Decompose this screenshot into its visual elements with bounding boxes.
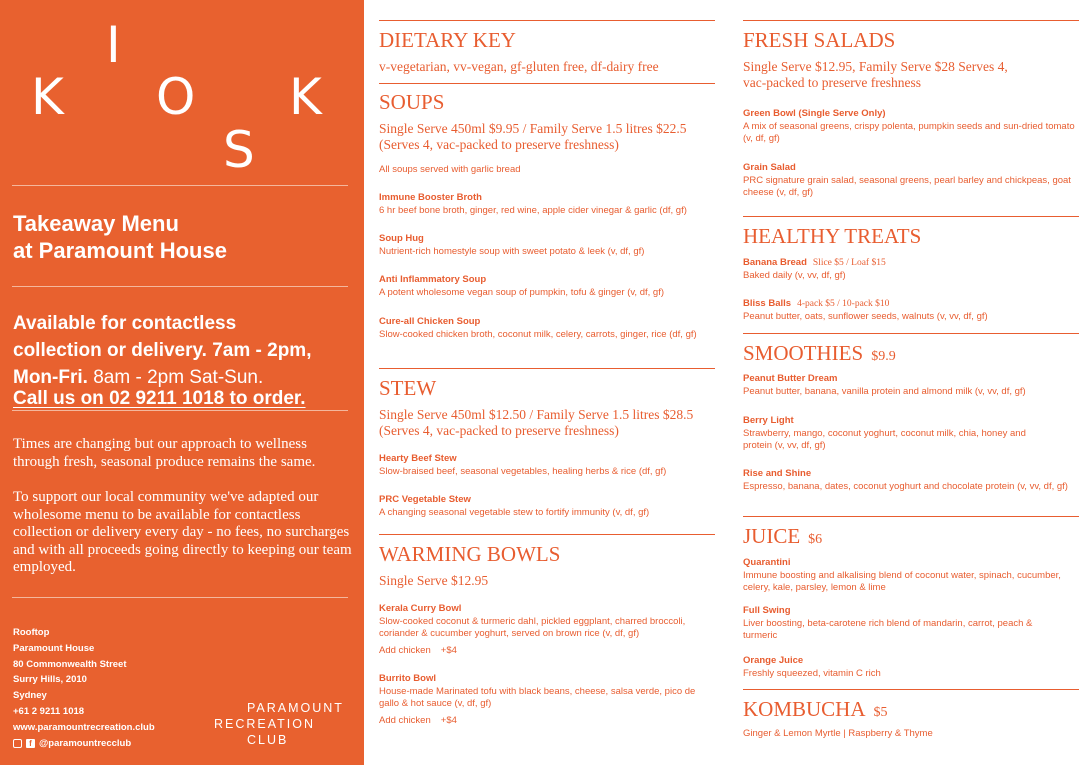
menu-item bbox=[743, 162, 1079, 200]
item-desc: Liver boosting, beta-carotene rich blend of mandarin, carrot, peach & turmeric bbox=[743, 617, 1033, 642]
menu-item bbox=[743, 373, 1079, 398]
menu-item bbox=[743, 468, 1079, 493]
item-desc: 6 hr beef bone broth, ginger, red wine, apple cider vinegar & garlic (df, gf) bbox=[379, 204, 687, 216]
healthy-treats-heading: HEALTHY TREATS bbox=[743, 224, 922, 248]
divider bbox=[12, 410, 348, 411]
item-desc: Baked daily (v, vv, df, gf) bbox=[743, 269, 846, 281]
instagram-icon[interactable] bbox=[13, 739, 22, 748]
kiosk-letter-o: O bbox=[156, 68, 196, 126]
weekend-hours: 8am - 2pm Sat-Sun. bbox=[93, 367, 264, 388]
address-line: Sydney bbox=[13, 690, 47, 702]
section-rule bbox=[743, 216, 1079, 217]
menu-item bbox=[743, 415, 1053, 453]
item-name: Green Bowl (Single Serve Only) bbox=[743, 108, 886, 119]
item-desc: Peanut butter, oats, sunflower seeds, walnuts (v, vv, df, gf) bbox=[743, 310, 988, 322]
soups-note: All soups served with garlic bread bbox=[379, 164, 521, 175]
menu-item bbox=[379, 603, 719, 641]
item-desc: Espresso, banana, dates, coconut yoghurt and chocolate protein (v, vv, df, gf) bbox=[743, 480, 1068, 492]
availability-line-1: Available for contactless bbox=[13, 313, 237, 334]
item-name: PRC Vegetable Stew bbox=[379, 494, 471, 505]
section-rule bbox=[743, 516, 1079, 517]
item-desc: Immune boosting and alkalising blend of coconut water, spinach, cucumber, celery, kale, parsley, lemon & lime bbox=[743, 569, 1061, 594]
stew-price-line-2: (Serves 4, vac-packed to preserve freshness) bbox=[379, 422, 619, 438]
juice-heading bbox=[743, 524, 822, 552]
item-name: Peanut Butter Dream bbox=[743, 373, 838, 384]
brand-line: PARAMOUNT bbox=[247, 701, 344, 715]
section-rule bbox=[379, 534, 715, 535]
item-desc: PRC signature grain salad, seasonal greens, pearl barley and chickpeas, goat cheese (v, df, gf) bbox=[743, 174, 1071, 199]
section-rule bbox=[743, 333, 1079, 334]
item-name: Quarantini bbox=[743, 557, 791, 568]
item-name: Grain Salad bbox=[743, 162, 796, 173]
dietary-key-heading: DIETARY KEY bbox=[379, 28, 516, 52]
menu-item bbox=[379, 233, 715, 258]
item-desc: Freshly squeezed, vitamin C rich bbox=[743, 667, 881, 679]
menu-item bbox=[379, 274, 715, 299]
availability-text bbox=[13, 310, 358, 391]
item-name: Banana Bread bbox=[743, 257, 807, 268]
section-rule bbox=[743, 689, 1079, 690]
soups-price-line-2: (Serves 4, vac-packed to preserve freshness) bbox=[379, 136, 619, 152]
item-name: Full Swing bbox=[743, 605, 791, 616]
section-rule bbox=[743, 20, 1079, 21]
section-rule bbox=[379, 368, 715, 369]
section-rule bbox=[379, 83, 715, 84]
address-line: Rooftop bbox=[13, 627, 50, 638]
smoothies-heading bbox=[743, 341, 896, 369]
warming-bowls-heading: WARMING BOWLS bbox=[379, 542, 561, 566]
item-name: Cure-all Chicken Soup bbox=[379, 316, 481, 327]
section-title: SMOOTHIES bbox=[743, 341, 864, 365]
menu-item bbox=[743, 605, 1063, 643]
section-price: $9.9 bbox=[871, 349, 896, 364]
item-desc: Slow-cooked chicken broth, coconut milk, celery, carrots, ginger, rice (df, gf) bbox=[379, 328, 697, 340]
paramount-recreation-club-logo bbox=[214, 700, 344, 748]
social-handle[interactable]: @paramountrecclub bbox=[39, 737, 132, 749]
addon-price: +$4 bbox=[440, 715, 457, 726]
takeaway-line-1: Takeaway Menu bbox=[13, 211, 179, 236]
weekday-hours: Mon-Fri. bbox=[13, 367, 88, 388]
item-desc: A potent wholesome vegan soup of pumpkin, tofu & ginger (v, df, gf) bbox=[379, 286, 664, 298]
divider bbox=[12, 597, 348, 598]
item-name: Rise and Shine bbox=[743, 468, 812, 479]
item-desc: Slow-cooked coconut & turmeric dahl, pickled eggplant, charred broccoli, coriander & cucumber yoghurt, served on brown rice (v, df, gf) bbox=[379, 615, 686, 640]
section-title: KOMBUCHA bbox=[743, 697, 866, 721]
kombucha-flavours: Ginger & Lemon Myrtle | Raspberry & Thyme bbox=[743, 728, 933, 739]
phone-link[interactable]: +61 2 9211 1018 bbox=[13, 705, 85, 717]
brand-line: CLUB bbox=[247, 733, 289, 747]
social-links bbox=[13, 736, 155, 752]
kiosk-letter-s: S bbox=[223, 121, 255, 179]
intro-paragraph: Times are changing but our approach to wellness through fresh, seasonal produce remains the same. bbox=[13, 436, 316, 470]
stew-price bbox=[379, 407, 715, 438]
divider bbox=[12, 286, 348, 287]
addon-option bbox=[379, 645, 457, 656]
section-price: $6 bbox=[808, 532, 823, 547]
facebook-icon[interactable]: f bbox=[26, 739, 35, 748]
info-panel bbox=[0, 0, 364, 765]
menu-item bbox=[379, 453, 715, 478]
item-name: Bliss Balls bbox=[743, 298, 792, 309]
menu-item bbox=[743, 298, 1079, 323]
item-name: Hearty Beef Stew bbox=[379, 453, 457, 464]
addon-label: Add chicken bbox=[379, 715, 431, 726]
address-line: Paramount House bbox=[13, 642, 95, 654]
item-desc: Nutrient-rich homestyle soup with sweet potato & leek (v, df, gf) bbox=[379, 245, 645, 257]
item-desc: Strawberry, mango, coconut yoghurt, coconut milk, chia, honey and protein (v, vv, df, gf) bbox=[743, 427, 1026, 452]
availability-line-3 bbox=[13, 364, 358, 391]
fresh-salads-price: Single Serve $12.95, Family Serve $28 Serves 4, vac-packed to preserve freshness bbox=[743, 59, 1008, 90]
kiosk-letter-i: I bbox=[106, 16, 121, 74]
divider bbox=[12, 185, 348, 186]
section-rule bbox=[379, 20, 715, 21]
website-link[interactable]: www.paramountrecreation.club bbox=[13, 721, 155, 733]
item-name: Orange Juice bbox=[743, 655, 804, 666]
soups-price bbox=[379, 121, 715, 152]
menu-item bbox=[743, 108, 1079, 146]
address-line: 80 Commonwealth Street bbox=[13, 658, 127, 670]
item-desc: A changing seasonal vegetable stew to fortify immunity (v, df, gf) bbox=[379, 506, 650, 518]
kombucha-heading bbox=[743, 697, 888, 725]
section-price: $5 bbox=[873, 705, 888, 720]
brand-line: RECREATION bbox=[214, 717, 316, 731]
soups-price-line-1: Single Serve 450ml $9.95 / Family Serve 1.5 litres $22.5 bbox=[379, 121, 687, 136]
call-to-order-link[interactable]: Call us on 02 9211 1018 to order. bbox=[13, 388, 306, 409]
addon-label: Add chicken bbox=[379, 645, 431, 656]
kiosk-letter-k1: K bbox=[31, 68, 64, 126]
stew-heading: STEW bbox=[379, 376, 437, 400]
address-line: Surry Hills, 2010 bbox=[13, 674, 87, 686]
item-desc: Slow-braised beef, seasonal vegetables, healing herbs & rice (df, gf) bbox=[379, 465, 667, 477]
menu-item bbox=[743, 557, 1079, 595]
takeaway-title bbox=[13, 210, 227, 264]
fresh-salads-heading: FRESH SALADS bbox=[743, 28, 896, 52]
item-price: 4-pack $5 / 10-pack $10 bbox=[797, 299, 890, 309]
dietary-key-text: v-vegetarian, vv-vegan, gf-gluten free, df-dairy free bbox=[379, 59, 659, 74]
stew-price-line-1: Single Serve 450ml $12.50 / Family Serve 1.5 litres $28.5 bbox=[379, 407, 694, 422]
item-name: Berry Light bbox=[743, 415, 794, 426]
item-desc: A mix of seasonal greens, crispy polenta, pumpkin seeds and sun-dried tomato (v, df, gf) bbox=[743, 120, 1075, 145]
item-name: Burrito Bowl bbox=[379, 673, 436, 684]
menu-item bbox=[379, 192, 715, 217]
addon-price: +$4 bbox=[440, 645, 457, 656]
menu-item bbox=[379, 673, 715, 711]
menu-item bbox=[743, 655, 1079, 680]
warming-bowls-price: Single Serve $12.95 bbox=[379, 573, 489, 588]
soups-heading: SOUPS bbox=[379, 90, 445, 114]
item-price: Slice $5 / Loaf $15 bbox=[812, 258, 886, 268]
community-paragraph: To support our local community we've adapted our wholesome menu to be available for contactless collection or delivery every day - no fees, no surcharges and with all proceeds going directly to keeping our team employed. bbox=[13, 489, 352, 575]
menu-item bbox=[743, 257, 1079, 282]
menu-item bbox=[379, 316, 715, 341]
availability-line-2: collection or delivery. 7am - 2pm, bbox=[13, 340, 312, 361]
item-name: Anti Inflammatory Soup bbox=[379, 274, 487, 285]
takeaway-line-2: at Paramount House bbox=[13, 238, 227, 263]
item-name: Soup Hug bbox=[379, 233, 424, 244]
item-desc: House-made Marinated tofu with black beans, cheese, salsa verde, pico de gallo & hot sauce (v, df, gf) bbox=[379, 685, 696, 710]
menu-item bbox=[379, 494, 715, 519]
item-name: Kerala Curry Bowl bbox=[379, 603, 462, 614]
address-block bbox=[13, 625, 155, 751]
item-desc: Peanut butter, banana, vanilla protein and almond milk (v, vv, df, gf) bbox=[743, 385, 1026, 397]
kiosk-letter-k2: K bbox=[289, 68, 322, 126]
addon-option bbox=[379, 715, 457, 726]
item-name: Immune Booster Broth bbox=[379, 192, 482, 203]
section-title: JUICE bbox=[743, 524, 801, 548]
